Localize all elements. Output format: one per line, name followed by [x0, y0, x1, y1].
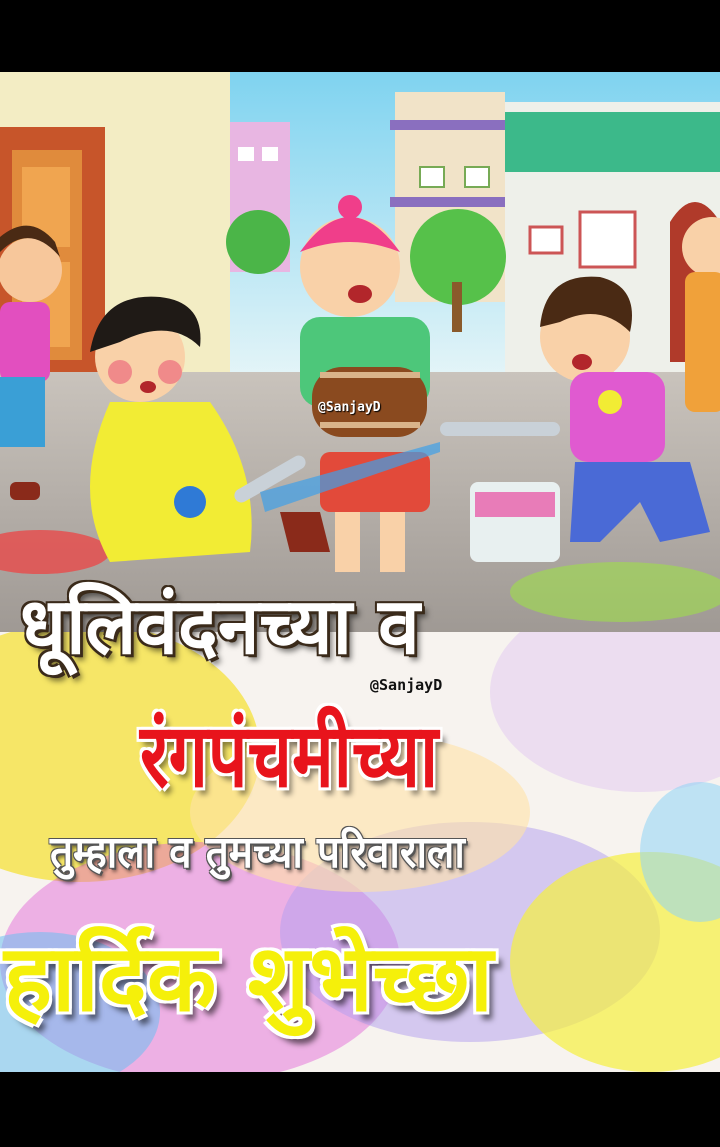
holi-illustration: [0, 72, 720, 652]
greeting-line-2: रंगपंचमीच्या: [140, 704, 439, 807]
tree-left: [226, 210, 290, 274]
holi-greeting-card: [0, 72, 720, 1072]
greeting-line-3: तुम्हाला व तुमच्या परिवाराला: [50, 827, 465, 878]
bottom-black-bar: [0, 1072, 720, 1147]
greeting-line-1: धूलिवंदनच्या व: [20, 582, 420, 672]
watermark-scene: @SanjayD: [318, 400, 381, 415]
watermark-text-area: @SanjayD: [370, 676, 443, 694]
child-right-edge: [682, 217, 720, 412]
greeting-line-4: हार्दिक शुभेच्छा: [4, 925, 494, 1032]
top-black-bar: [0, 0, 720, 72]
